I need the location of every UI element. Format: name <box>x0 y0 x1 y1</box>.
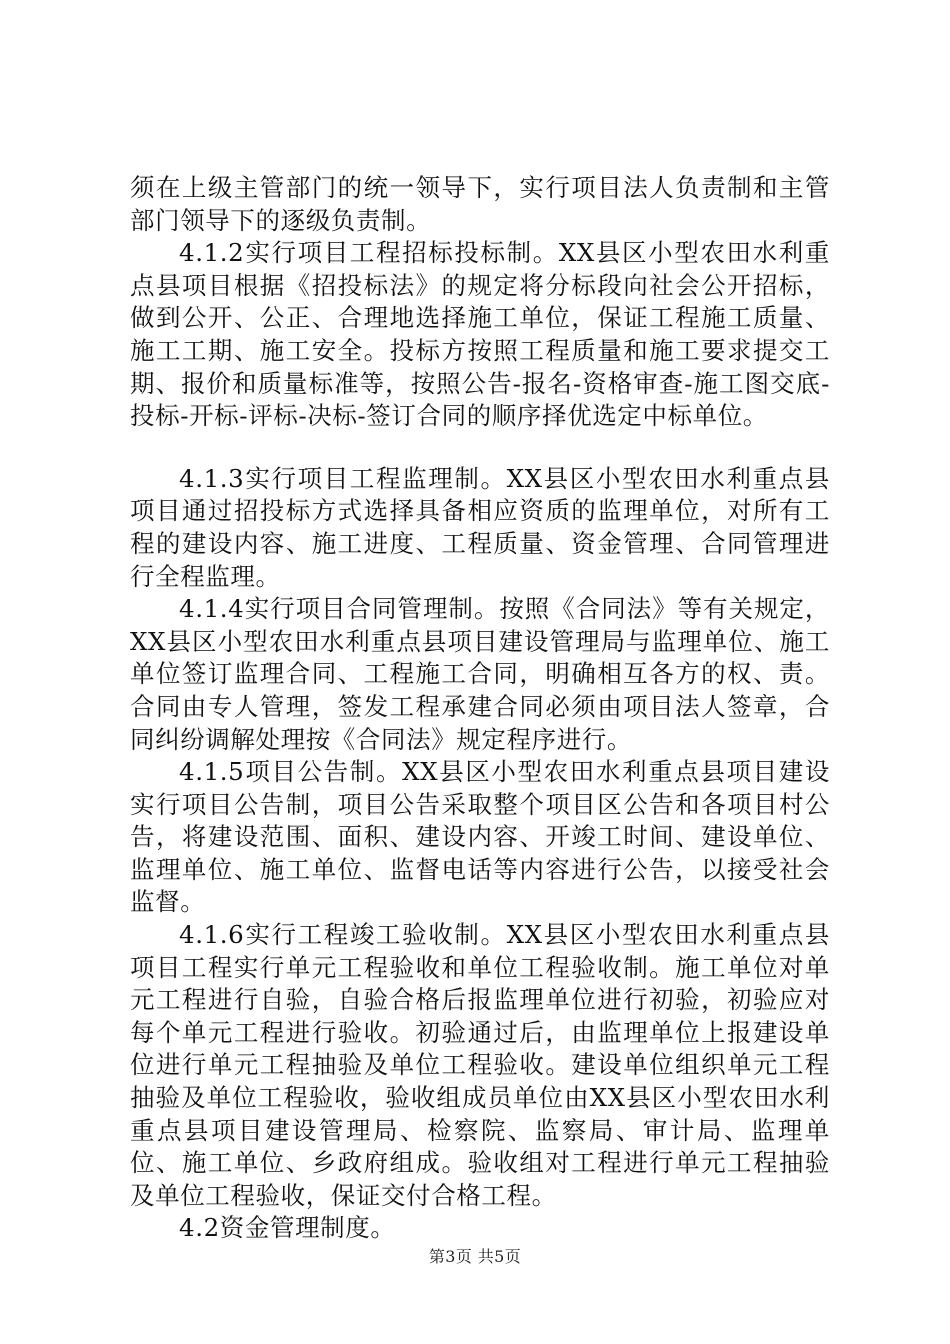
paragraph-4-1-4-contract: 4.1.4实行项目合同管理制。按照《合同法》等有关规定，XX县区小型农田水利重点县项目建设管理局与监理单位、施工单位签订监理合同、工程施工合同，明确相互各方的权、责。合同由专人管理，签发工程承建合同必须由项目法人签章，合同纠纷调解处理按《合同法》规定程序进行。 <box>130 594 830 754</box>
page-number-footer: 第3页 共5页 <box>428 1247 522 1266</box>
paragraph-continuation: 须在上级主管部门的统一领导下，实行项目法人负责制和主管部门领导下的逐级负责制。 <box>130 173 830 235</box>
paragraph-4-1-2-bidding: 4.1.2实行项目工程招标投标制。XX县区小型农田水利重点县项目根据《招投标法》的规定将分标段向社会公开招标，做到公开、公正、合理地选择施工单位，保证工程施工质量、施工工期、施工安全。投标方按照工程质量和施工要求提交工期、报价和质量标准等，按照公告-报名-资格审查-施工图交底-投标-开标-评标-决标-签订合同的顺序择优选定中标单位。 <box>130 238 830 431</box>
document-body <box>130 172 830 1245</box>
paragraph-spacer <box>130 433 830 463</box>
paragraph-4-1-5-announcement: 4.1.5项目公告制。XX县区小型农田水利重点县项目建设实行项目公告制，项目公告采取整个项目区公告和各项目村公告，将建设范围、面积、建设内容、开竣工时间、建设单位、监理单位、施工单位、监督电话等内容进行公告，以接受社会监督。 <box>130 757 830 917</box>
paragraph-4-2-funds: 4.2资金管理制度。 <box>179 1213 396 1243</box>
paragraph-4-1-6-acceptance: 4.1.6实行工程竣工验收制。XX县区小型农田水利重点县项目工程实行单元工程验收和单位工程验收制。施工单位对单元工程进行自验，自验合格后报监理单位进行初验，初验应对每个单元工程进行验收。初验通过后，由监理单位上报建设单位进行单元工程抽验及单位工程验收。建设单位组织单元工程抽验及单位工程验收，验收组成员单位由XX县区小型农田水利重点县项目建设管理局、检察院、监察局、审计局、监理单位、施工单位、乡政府组成。验收组对工程进行单元工程抽验及单位工程验收，保证交付合格工程。 <box>130 920 830 1210</box>
paragraph-4-1-3-supervision: 4.1.3实行项目工程监理制。XX县区小型农田水利重点县项目通过招投标方式选择具备相应资质的监理单位，对所有工程的建设内容、施工进度、工程质量、资金管理、合同管理进行全程监理。 <box>130 463 830 591</box>
